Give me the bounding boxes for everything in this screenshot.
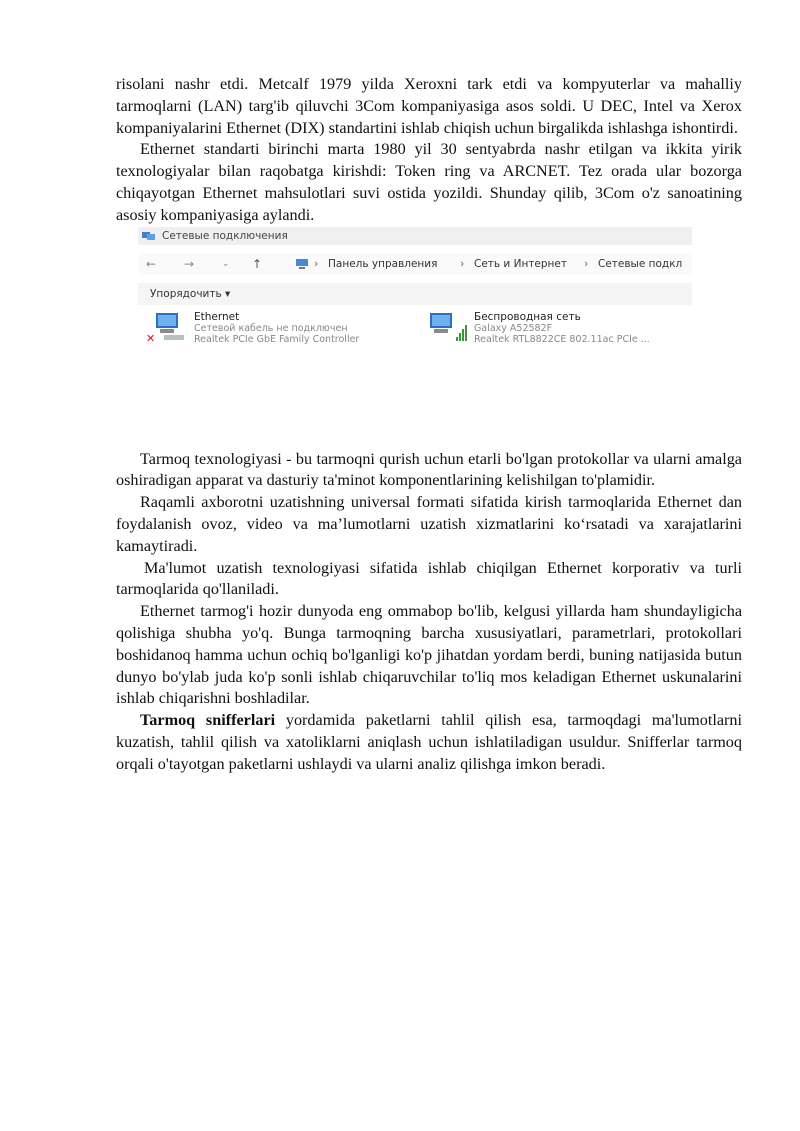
recent-dropdown-icon[interactable]: ⌄ bbox=[222, 258, 230, 269]
window-title: Сетевые подключения bbox=[162, 229, 288, 242]
adapter-name: Беспроводная сеть bbox=[474, 310, 581, 323]
adapter-device: Realtek RTL8822CE 802.11ac PCIe ... bbox=[474, 333, 650, 345]
sniffers-text: yordamida paketlarni tahlil qilish esa, tarmoqdagi ma'lumotlarni kuzatish, tahlil qilish va xatoliklarni aniqlash uchun ishlatiladigan usuldur. Snifferlar tarmoq orqali o'tayotgan paketlarni ushlaydi va ularni analiz qilishga imkon beradi. bbox=[116, 711, 742, 773]
blank-spacer bbox=[116, 351, 742, 449]
adapter-name: Ethernet bbox=[194, 310, 240, 323]
paragraph-ethernet-popularity: Ethernet tarmog'i hozir dunyoda eng ommabop bo'lib, kelgusi yillarda ham shundayligicha qolishiga shubha yo'q. Bunga tarmoqning barcha xususiyatlari, parametrlari, protokollari boshidanoq hamma uchun ochiq bo'lganligi ko'p jihatdan yordam berdi, buning natijasida butun dunyo bo'ylab juda ko'p sonli ishlab chiqaruvchilar to'liq mos keladigan Ethernet uskunalarini ishlab chiqarishni boshladilar. bbox=[116, 602, 742, 708]
ethernet-adapter-icon bbox=[146, 311, 190, 345]
adapter-ethernet[interactable] bbox=[146, 311, 406, 347]
adapter-status: Сетевой кабель не подключен bbox=[194, 322, 348, 334]
paragraph-ethernet-standard: Ethernet standarti birinchi marta 1980 yil 30 sentyabrda nashr etilgan va ikkita yirik texnologiyalar bilan raqobatga kirishdi: Token ring va ARCNET. Tez orada ular bozorga chiqayotgan Ethernet mahsulotlari suvi ostida yozildi. Shunday qilib, 3Com o'z sanoatining asosiy kompaniyasiga aylandi. bbox=[116, 140, 742, 224]
command-bar bbox=[138, 283, 692, 305]
adapter-device: Realtek PCIe GbE Family Controller bbox=[194, 333, 360, 345]
paragraph-sniffers bbox=[116, 710, 742, 775]
breadcrumb-network-connections[interactable]: Сетевые подкл bbox=[598, 257, 683, 270]
breadcrumb-network-internet[interactable]: Сеть и Интернет bbox=[474, 257, 567, 270]
wireless-adapter-icon bbox=[426, 311, 470, 345]
organize-button[interactable]: Упорядочить ▾ bbox=[150, 287, 231, 300]
paragraph-digital-access: Raqamli axborotni uzatishning universal formati sifatida kirish tarmoqlarida Ethernet dan foydalanish ovoz, video va ma’lumotlarni uzatish xizmatlarini ko‘rsatadi va xarajatlarini kamaytiradi. bbox=[116, 493, 742, 555]
paragraph-network-technology: Tarmoq texnologiyasi - bu tarmoqni qurish uchun etarli bo'lgan protokollar va ularni amalga oshiradigan apparat va dasturiy ta'minot komponentlarining kelishilgan to'plamidir. bbox=[116, 449, 742, 490]
breadcrumb-chevron-icon: › bbox=[460, 256, 465, 270]
up-arrow-icon[interactable]: ↑ bbox=[252, 256, 263, 271]
back-arrow-icon[interactable]: ← bbox=[146, 256, 157, 271]
sniffers-term: Tarmoq snifferlari bbox=[140, 711, 276, 730]
control-panel-icon bbox=[295, 259, 309, 269]
adapter-wireless[interactable] bbox=[426, 311, 692, 347]
network-connections-screenshot bbox=[138, 227, 692, 351]
network-folder-icon bbox=[142, 231, 156, 241]
breadcrumb-chevron-icon: › bbox=[314, 256, 319, 270]
document-page bbox=[116, 74, 742, 776]
breadcrumb-chevron-icon: › bbox=[584, 256, 589, 270]
adapter-status: Galaxy A52582F bbox=[474, 322, 553, 334]
paragraph-metcalf: risolani nashr etdi. Metcalf 1979 yilda Xeroxni tark etdi va kompyuterlar va mahalliy tarmoqlarni (LAN) targ'ib qiluvchi 3Com kompaniyasiga asos soldi. U DEC, Intel va Xerox kompaniyalarini Ethernet (DIX) standartini ishlab chiqish uchun birgalikda ishlashga ishontirdi. bbox=[116, 75, 742, 137]
paragraph-corporate-networks: Ma'lumot uzatish texnologiyasi sifatida ishlab chiqilgan Ethernet korporativ va turli tarmoqlarida qo'llaniladi. bbox=[116, 558, 742, 599]
svg-text:✕: ✕ bbox=[146, 331, 156, 345]
window-titlebar bbox=[138, 227, 692, 245]
breadcrumb-control-panel[interactable]: Панель управления bbox=[328, 257, 438, 270]
forward-arrow-icon[interactable]: → bbox=[184, 256, 195, 271]
address-bar bbox=[138, 253, 692, 275]
